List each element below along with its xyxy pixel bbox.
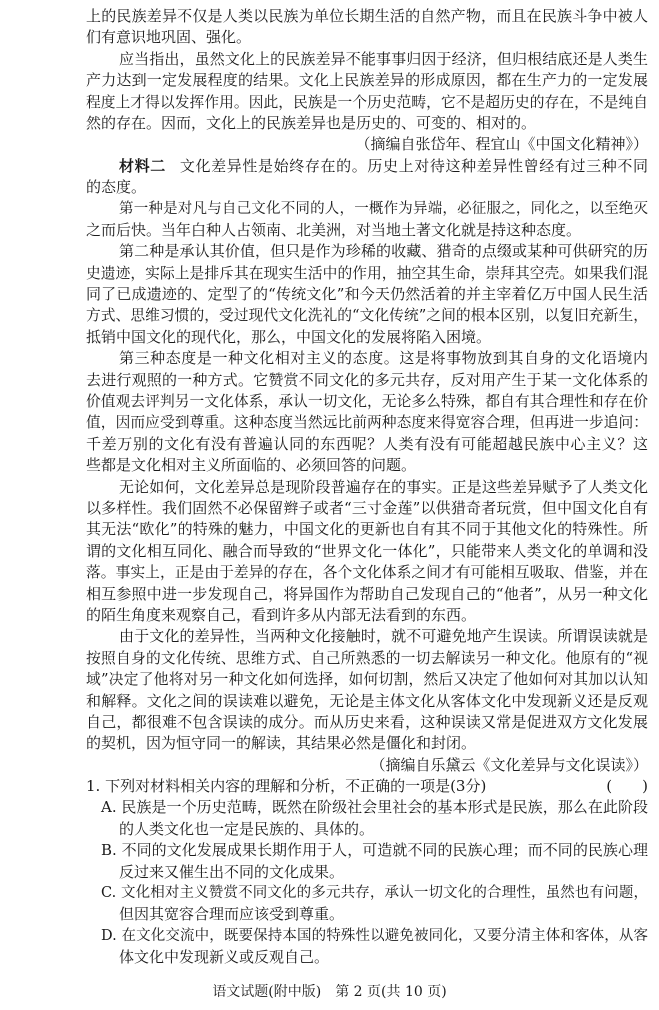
paragraph-line: 史遗迹，实际上是排斥其在现实生活中的作用，抽空其生命，崇拜其空壳。如果我们混 <box>86 264 648 282</box>
paragraph-line: 第三种态度是一种文化相对主义的态度。这是将事物放到其自身的文化语境内 <box>119 349 648 368</box>
question-stem <box>86 776 648 797</box>
paragraph-line: 自己，都很难不包含误读的成分。而从历史来看，这种误读又常是促进双方文化发展 <box>86 712 648 731</box>
paragraph-line: 的契机，因为恒守同一的解读，其结果必然是僵化和封闭。 <box>86 734 477 753</box>
paragraph-line: 们有意识地巩固、强化。 <box>86 28 252 47</box>
paragraph-line: 程度上才得以发挥作用。因此，民族是一个历史范畴，它不是超历史的存在，不是纯自 <box>86 93 648 111</box>
option-a-line: A. 民族是一个历史范畴，既然在阶级社会里社会的基本形式是民族，那么在此阶段 <box>101 798 648 817</box>
paragraph-line: 由于文化的差异性，当两种文化接触时，就不可避免地产生误读。所谓误读就是 <box>119 627 648 646</box>
paragraph-line: 方式、思维习惯的，受过现代文化洗礼的“文化传统”之间的根本区别，以复旧充新生， <box>86 307 648 325</box>
paragraph-line: 域”决定了他将对另一种文化如何选择，如何切割，然后又决定了他如何对其加以认知 <box>86 671 648 689</box>
source-citation: （摘编自张岱年、程宜山《中国文化精神》） <box>355 135 648 154</box>
paragraph-line: 值，因而应受到尊重。这种态度当然远比前两种态度来得宽容合理，但再进一步追问： <box>86 414 648 432</box>
option-c-line: 但因其宽容合理而应该受到尊重。 <box>119 905 345 924</box>
paragraph-line: 产力达到一定发展程度的结果。文化上民族差异的形成原因，都在生产力的一定发展 <box>86 71 648 90</box>
paragraph-line: 无论如何，文化差异总是现阶段普遍存在的事实。正是这些差异赋予了人类文化 <box>119 477 648 496</box>
paragraph-line: 千差万别的文化有没有普遍认同的东西呢？人类有没有可能超越民族中心主义？这 <box>86 434 648 453</box>
material-label: 材料二 <box>119 156 166 175</box>
paragraph-line: 的陌生角度来观察自己，看到许多从内部无法看到的东西。 <box>86 605 477 624</box>
paragraph-line: 的态度。 <box>86 178 147 197</box>
paragraph-line: 同了已成遗迹的、定型了的“传统文化”和今天仍然活着的并主宰着亿万中国人民生活 <box>86 285 648 304</box>
paragraph-line: 和解释。文化之间的误读难以避免，无论是主体文化从客体文化中发现新义还是反观 <box>86 691 648 710</box>
paragraph-line: 第一种是对凡与自己文化不同的人，一概作为异端，必征服之，同化之，以至绝灭 <box>119 200 648 217</box>
paragraph-line: 抵销中国文化的现代化，那么，中国文化的发展将陷入困境。 <box>86 327 492 346</box>
paragraph-line: 之而后快。当年白种人占领南、北美洲，对当地土著文化就是持这种态度。 <box>86 220 582 239</box>
page-footer: 语文试题(附中版) 第 2 页(共 10 页) <box>212 984 447 1000</box>
option-c-line: C. 文化相对主义赞赏不同文化的多元共存，承认一切文化的合理性，虽然也有问题， <box>101 885 648 902</box>
option-d-line: D. 在文化交流中，既要保持本国的特殊性以避免被同化，又要分清主体和客体，从客 <box>101 927 648 944</box>
paragraph-line: 价值观去评判另一文化体系，承认一切文化，无论多么特殊，都自有其合理性和存在价 <box>86 393 648 411</box>
paragraph-line: 去进行观照的一种方式。它赞赏不同文化的多元共存，反对用产生于某一文化体系的 <box>86 370 648 389</box>
paragraph-line: 谓的文化相互同化、融合而导致的“世界文化一体化”，只能带来人类文化的单调和没 <box>86 541 648 560</box>
paragraph-line: 上的民族差异不仅是人类以民族为单位长期生活的自然产物，而且在民族斗争中被人 <box>86 7 648 25</box>
paragraph-line: 应当指出，虽然文化上的民族差异不能事事归因于经济，但归根结底还是人类生 <box>119 49 648 68</box>
exam-page-body <box>86 6 648 969</box>
paragraph-line: 其无法“欧化”的特殊的魅力，中国文化的更新也自有其不同于其他文化的特殊性。所 <box>86 520 648 539</box>
paragraph-line <box>86 156 648 177</box>
paragraph-line: 相互参照中进一步发现自己，将异国作为帮助自己发现自己的“他者”，从另一种文化 <box>86 584 648 603</box>
paragraph-line: 第二种是承认其价值，但只是作为珍稀的收藏、猎奇的点缀或某种可供研究的历 <box>119 242 648 261</box>
paragraph-text: 文化差异性是始终存在的。历史上对待这种差异性曾经有过三种不同 <box>179 156 648 175</box>
paragraph-line: 按照自身的文化传统、思维方式、自己所熟悉的一切去解读另一种文化。他原有的“视 <box>86 649 648 667</box>
paragraph-line: 落。事实上，正是由于差异的存在，各个文化体系之间才有可能相互吸取、借鉴，并在 <box>86 564 648 582</box>
paragraph-line: 然的存在。因而，文化上的民族差异也是历史的、可变的、相对的。 <box>86 113 537 132</box>
option-a-line: 的人类文化也一定是民族的、具体的。 <box>119 819 375 838</box>
paragraph-line: 些都是文化相对主义所面临的、必须回答的问题。 <box>86 456 417 475</box>
option-d-line: 体文化中发现新义或反观自己。 <box>119 948 330 967</box>
option-b-line: B. 不同的文化发展成果长期作用于人，可造就不同的民族心理；而不同的民族心理 <box>101 841 648 860</box>
answer-blank[interactable]: ( ) <box>606 777 648 796</box>
paragraph-line: 以多样性。我们固然不必保留辫子或者“三寸金莲”以供猎奇者玩赏，但中国文化自有 <box>86 498 648 517</box>
option-b-line: 反过来又催生出不同的文化成果。 <box>119 862 345 881</box>
question-text: 1. 下列对材料相关内容的理解和分析，不正确的一项是(3分) <box>86 777 487 796</box>
source-citation: （摘编自乐黛云《文化差异与文化误读》） <box>370 755 648 774</box>
